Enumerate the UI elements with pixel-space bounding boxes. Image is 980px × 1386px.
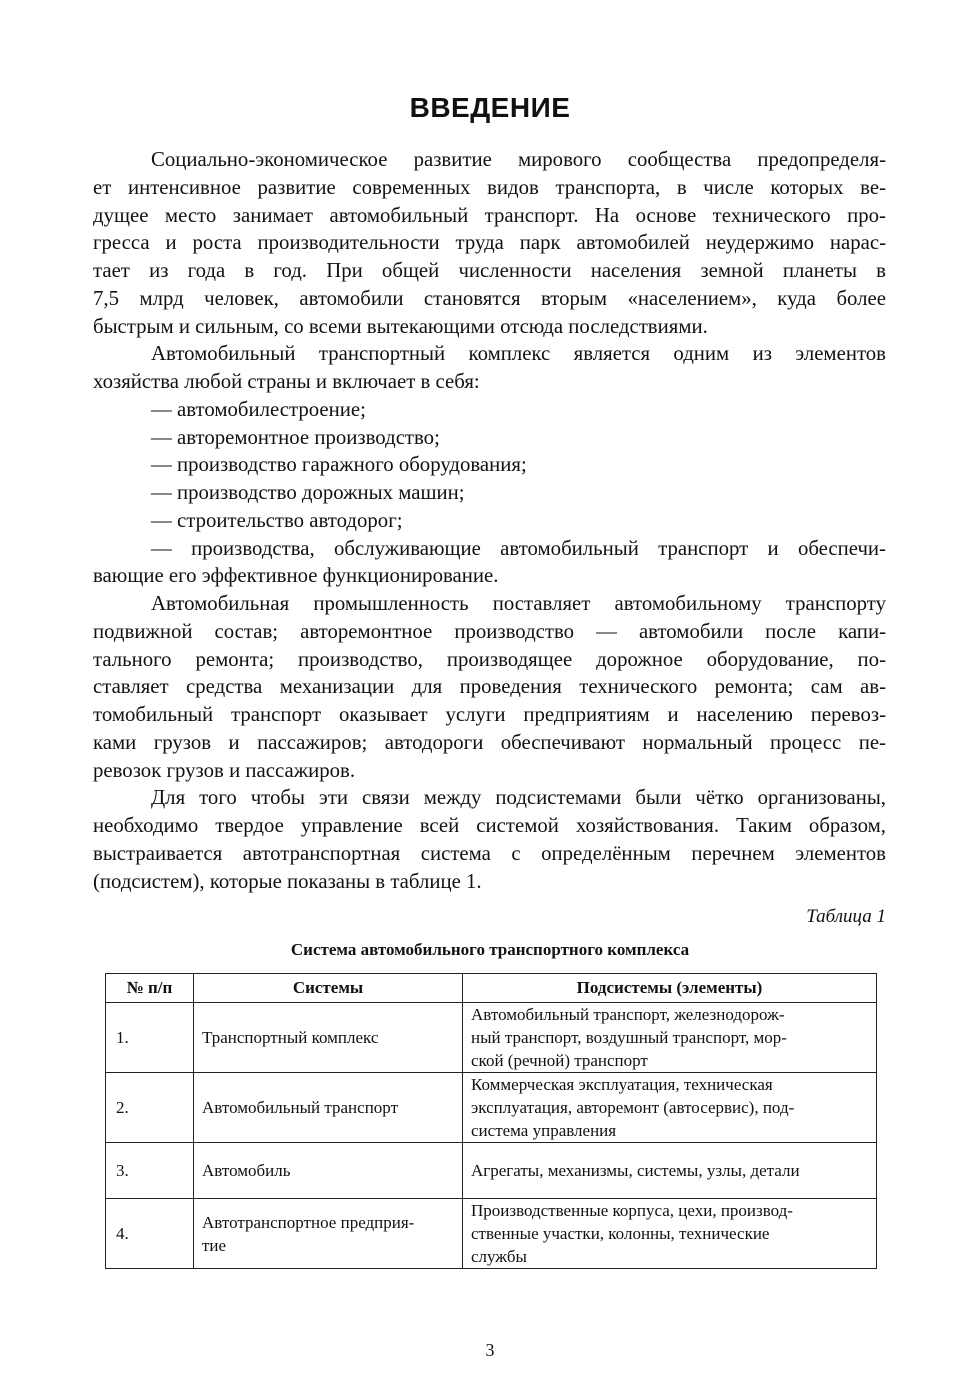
text-line: хозяйства любой страны и включает в себя: [93, 370, 480, 393]
text-line: ками грузов и пассажиров; автодороги обеспечивают нормальный процесс пе- [93, 730, 886, 754]
text-line: ставляет средства механизации для проведения технического ремонта; сам ав- [93, 675, 886, 699]
cell-line: ный транспорт, воздушный транспорт, мор- [471, 1028, 787, 1047]
systems-table [105, 973, 877, 1269]
table-row [106, 1073, 877, 1143]
cell-number: 3. [106, 1143, 194, 1199]
cell-number: 2. [106, 1073, 194, 1143]
table-label: Таблица 1 [806, 906, 886, 927]
table-header-row [106, 974, 877, 1003]
text-line: ет интенсивное развитие современных видов транспорта, в числе которых ве- [93, 175, 886, 199]
cell-line: службы [471, 1247, 527, 1266]
cell-line: Производственные корпуса, цехи, производ- [471, 1201, 793, 1220]
text-line: Для того чтобы эти связи между подсистемами были чётко организованы, [151, 786, 886, 810]
text-line: тает из года в год. При общей численности населения земной планеты в [93, 259, 886, 282]
page-number: 3 [485, 1340, 495, 1360]
paragraph [93, 479, 886, 507]
header-subsystems: Подсистемы (элементы) [463, 974, 877, 1003]
text-line: Социально-экономическое развитие мирового сообщества предопределя- [151, 148, 886, 171]
text-line: вающие его эффективное функционирование. [93, 564, 499, 588]
text-line: — авторемонтное производство; [151, 425, 440, 449]
cell-line: система управления [471, 1121, 617, 1140]
cell-system: Автомобильный транспорт [194, 1073, 463, 1143]
cell-line: эксплуатация, авторемонт (автосервис), под- [471, 1098, 795, 1117]
page-title: ВВЕДЕНИЕ [409, 92, 571, 123]
cell-subsystems [463, 1003, 877, 1073]
text-line: 7,5 млрд человек, автомобили становятся вторым «населением», куда более [93, 286, 886, 310]
cell-number: 1. [106, 1003, 194, 1073]
paragraph [93, 590, 886, 784]
paragraph [93, 451, 886, 479]
text-line: быстрым и сильным, со всеми вытекающими отсюда последствиями. [93, 314, 708, 338]
text-line: ревозок грузов и пассажиров. [93, 758, 356, 782]
text-line: — производство гаражного оборудования; [151, 453, 527, 477]
cell-system: Автотранспортное предприя- тие [194, 1199, 463, 1269]
cell-line: ственные участки, колонны, технические [471, 1224, 770, 1243]
paragraph [93, 535, 886, 591]
table-caption: Система автомобильного транспортного комплекса [290, 940, 690, 959]
table-row [106, 1003, 877, 1073]
cell-line: Коммерческая эксплуатация, техническая [471, 1075, 773, 1094]
text-line: томобильный транспорт оказывает услуги предприятиям и населению перевоз- [93, 703, 886, 726]
cell-subsystems [463, 1073, 877, 1143]
paragraph [93, 507, 886, 535]
paragraph [93, 784, 886, 895]
paragraph [93, 340, 886, 396]
cell-line: ской (речной) транспорт [471, 1051, 648, 1070]
header-systems: Системы [194, 974, 463, 1003]
text-line: тального ремонта; производство, производящее дорожное оборудование, по- [93, 647, 886, 671]
text-line: Автомобильная промышленность поставляет автомобильному транспорту [151, 592, 886, 615]
text-line: (подсистем), которые показаны в таблице 1. [93, 869, 482, 893]
cell-line: Автомобильный транспорт, железнодорож- [471, 1005, 785, 1024]
cell-system: Автомобиль [194, 1143, 463, 1199]
paragraph [93, 396, 886, 424]
table-row [106, 1143, 877, 1199]
table-row [106, 1199, 877, 1269]
body-text [93, 146, 886, 895]
text-line: — строительство автодорог; [151, 508, 403, 532]
cell-line: Агрегаты, механизмы, системы, узлы, детали [471, 1161, 800, 1180]
cell-system: Транспортный комплекс [194, 1003, 463, 1073]
text-line: дущее место занимает автомобильный транспорт. На основе технического про- [93, 203, 886, 227]
cell-subsystems [463, 1143, 877, 1199]
text-line: — автомобилестроение; [151, 397, 366, 421]
text-line: Автомобильный транспортный комплекс является одним из элементов [151, 342, 886, 366]
paragraph [93, 424, 886, 452]
text-line: гресса и роста производительности труда парк автомобилей неудержимо нарас- [93, 231, 886, 255]
text-line: подвижной состав; авторемонтное производство — автомобили после капи- [93, 619, 886, 643]
paragraph [93, 146, 886, 340]
header-number: № п/п [106, 974, 194, 1003]
text-line: выстраивается автотранспортная система с определённым перечнем элементов [93, 841, 886, 865]
text-line: — производство дорожных машин; [151, 481, 465, 504]
text-line: необходимо твердое управление всей системой хозяйствования. Таким образом, [93, 814, 886, 837]
cell-number: 4. [106, 1199, 194, 1269]
text-line: — производства, обслуживающие автомобильный транспорт и обеспечи- [151, 536, 886, 560]
cell-subsystems [463, 1199, 877, 1269]
